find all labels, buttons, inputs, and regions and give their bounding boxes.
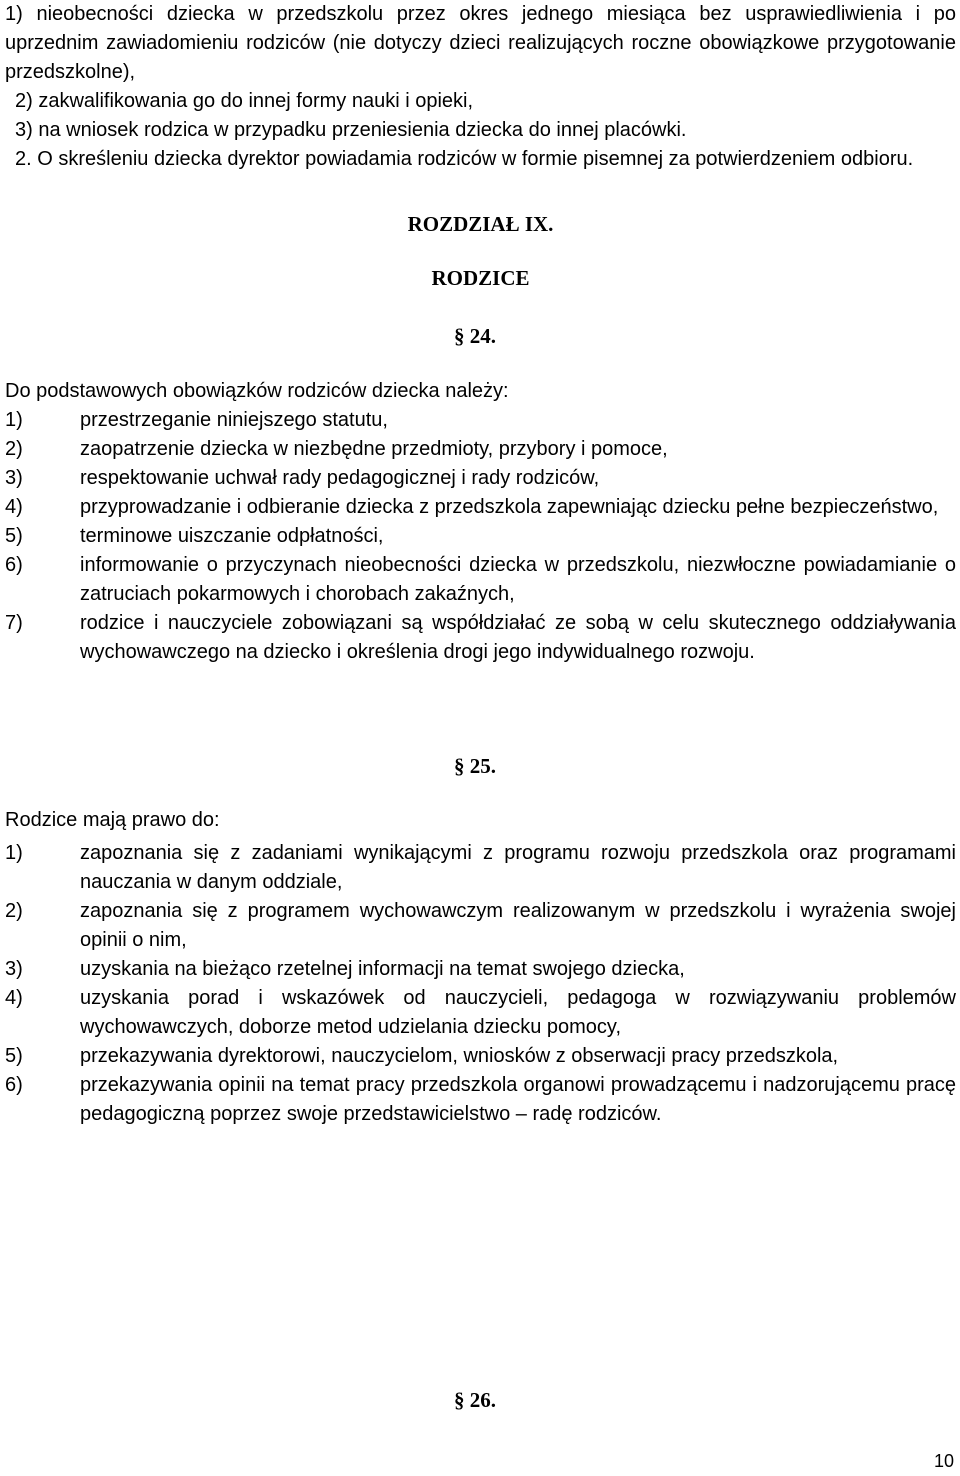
list-item: [5, 406, 956, 435]
list-item-text: terminowe uiszczanie odpłatności,: [80, 525, 384, 547]
list-item-text: zaopatrzenie dziecka w niezbędne przedmioty, przybory i pomoce,: [80, 438, 668, 460]
list-item-number: 3): [5, 958, 23, 980]
list-item-number: 4): [5, 987, 23, 1009]
section-25-list: [5, 839, 956, 1129]
list-item: [5, 493, 956, 522]
section-mark-25: § 25.: [454, 754, 496, 778]
list-item: [5, 522, 956, 551]
section-24-intro: Do podstawowych obowiązków rodziców dziecka należy:: [5, 380, 509, 402]
list-item: [5, 955, 956, 984]
section-24-list: [5, 406, 956, 667]
list-item-number: 6): [5, 554, 23, 576]
list-item: [5, 897, 956, 955]
list-item-number: 3): [5, 467, 23, 489]
list-item-number: 1): [5, 842, 23, 864]
list-item-text: rodzice i nauczyciele zobowiązani są współdziałać ze sobą w celu skutecznego oddziaływania wychowawczego na dziecko i określenia drogi jego indywidualnego rozwoju.: [80, 612, 956, 663]
list-item-number: 1): [5, 409, 23, 431]
list-item-text: uzyskania porad i wskazówek od nauczycieli, pedagoga w rozwiązywaniu problemów wychowawczych, doborze metod udzielania dziecku pomocy,: [80, 987, 956, 1038]
list-item-text: respektowanie uchwał rady pedagogicznej i rady rodziców,: [80, 467, 600, 489]
list-item: [5, 984, 956, 1042]
list-item-absence: 1) nieobecności dziecka w przedszkolu przez okres jednego miesiąca bez usprawiedliwienia i po uprzednim zawiadomieniu rodziców (nie dotyczy dzieci realizujących roczne obowiązkowe przygotowanie przedszkolne),: [5, 3, 956, 83]
list-item-text: przekazywania dyrektorowi, nauczycielom, wniosków z obserwacji pracy przedszkola,: [80, 1045, 839, 1067]
list-item-text: zapoznania się z zadaniami wynikającymi z programu rozwoju przedszkola oraz programami nauczania w danym oddziale,: [80, 842, 956, 893]
list-item-text: informowanie o przyczynach nieobecności dziecka w przedszkolu, niezwłoczne powiadamianie o zatruciach pokarmowych i chorobach zakaźnych,: [80, 554, 956, 605]
list-item: [5, 1071, 956, 1129]
list-item-text: zapoznania się z programem wychowawczym realizowanym w przedszkolu i wyrażenia swojej opinii o nim,: [80, 900, 956, 951]
chapter-title: ROZDZIAŁ IX.: [407, 212, 554, 236]
list-item: [5, 839, 956, 897]
section-mark-24: § 24.: [454, 324, 496, 348]
list-item-transfer: 3) na wniosek rodzica w przypadku przeniesienia dziecka do innej placówki.: [15, 119, 687, 141]
list-item: [5, 609, 956, 667]
list-item-number: 7): [5, 612, 23, 634]
paragraph-removal-notice: 2. O skreśleniu dziecka dyrektor powiadamia rodziców w formie pisemnej za potwierdzeniem odbioru.: [15, 148, 914, 170]
chapter-subtitle: RODZICE: [431, 266, 530, 290]
list-item-number: 2): [5, 438, 23, 460]
list-item-text: przekazywania opinii na temat pracy przedszkola organowi prowadzącemu i nadzorującemu pracę pedagogiczną poprzez swoje przedstawicielstwo – radę rodziców.: [80, 1074, 956, 1125]
list-item: [5, 464, 956, 493]
list-item-number: 4): [5, 496, 23, 518]
list-item-number: 5): [5, 1045, 23, 1067]
list-item-text: przyprowadzanie i odbieranie dziecka z przedszkola zapewniając dziecku pełne bezpieczeństwo,: [80, 496, 939, 518]
list-item: [5, 435, 956, 464]
list-item-text: uzyskania na bieżąco rzetelnej informacji na temat swojego dziecka,: [80, 958, 685, 980]
list-item-text: przestrzeganie niniejszego statutu,: [80, 409, 388, 431]
top-block: [5, 0, 956, 174]
section-mark-26: § 26.: [454, 1388, 496, 1412]
list-item-qualification: 2) zakwalifikowania go do innej formy nauki i opieki,: [15, 90, 474, 112]
list-item: [5, 1042, 956, 1071]
list-item-number: 5): [5, 525, 23, 547]
list-item: [5, 551, 956, 609]
list-item-number: 2): [5, 900, 23, 922]
page-number: 10: [933, 1451, 954, 1471]
section-25-intro: Rodzice mają prawo do:: [5, 809, 220, 831]
list-item-number: 6): [5, 1074, 23, 1096]
